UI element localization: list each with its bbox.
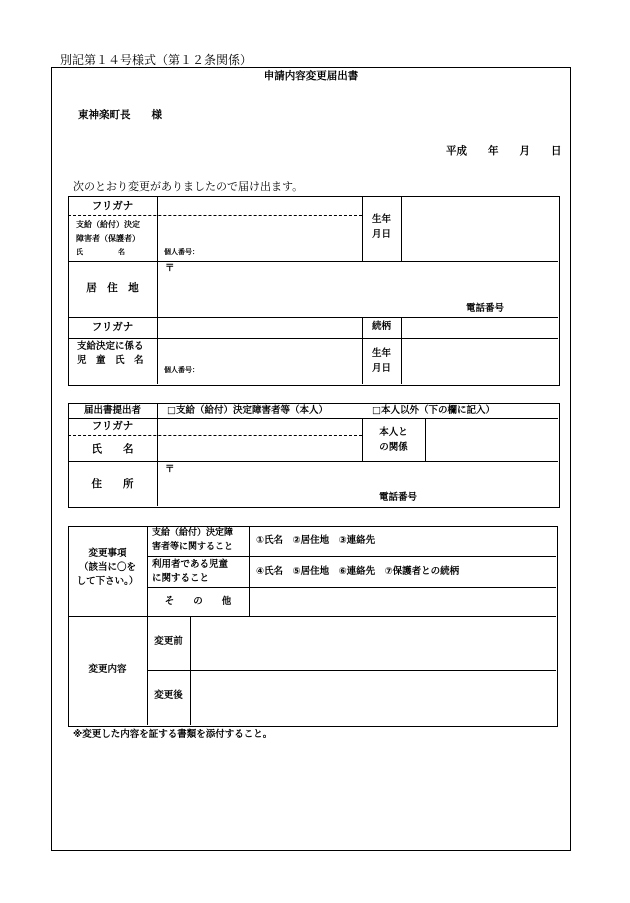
change-content-label: 変更内容 <box>88 664 127 675</box>
submitter-furigana-label: フリガナ <box>91 420 134 432</box>
change-items-label-line1: 変更事項 <box>88 548 127 559</box>
date-line: 平成 年 月 日 <box>446 145 562 157</box>
submitter-postal-mark: 〒 <box>165 464 175 475</box>
birth-label-line2: 月日 <box>371 229 391 240</box>
birth-label-line1: 生年 <box>371 214 391 225</box>
submitter-option-other[interactable]: □本人以外（下の欄に記入） <box>372 405 495 416</box>
submitter-phone-label: 電話番号 <box>379 492 418 503</box>
submitter-label: 届出書提出者 <box>83 405 141 416</box>
relation-to-self-line2: の関係 <box>379 442 408 453</box>
relation-label: 続柄 <box>371 321 391 332</box>
form-title: 申請内容変更届出書 <box>263 70 359 82</box>
intro-text: 次のとおり変更がありましたので届け出ます。 <box>73 180 304 193</box>
before-change-label: 変更前 <box>154 636 183 647</box>
child-personal-number-label: 個人番号： <box>164 366 199 374</box>
beneficiary-label-line2: 障害者（保護者） <box>76 234 140 243</box>
relation-to-self-line1: 本人と <box>379 427 408 438</box>
postal-mark: 〒 <box>165 263 175 274</box>
row2-label-line1: 利用者である児童 <box>152 559 229 570</box>
addressee: 東神楽町長 様 <box>78 109 162 121</box>
child-label-line1: 支給決定に係る <box>77 341 144 352</box>
child-birth-label-line2: 月日 <box>371 363 391 374</box>
row1-options[interactable]: ①氏名 ②居住地 ③連絡先 <box>256 535 376 546</box>
row1-label-line2: 害者等に関すること <box>152 542 234 552</box>
child-label-line2: 児 童 氏 名 <box>77 355 144 366</box>
row3-label: そ の 他 <box>164 596 232 607</box>
form-number: 別記第１４号様式（第１２条関係） <box>60 53 253 67</box>
row1-label-line1: 支給（給付）決定障 <box>152 528 234 538</box>
beneficiary-label-line1: 支給（給付）決定 <box>76 220 140 229</box>
personal-number-label: 個人番号： <box>164 248 199 256</box>
phone-label: 電話番号 <box>466 303 505 314</box>
submitter-address-label: 住 所 <box>91 478 134 490</box>
change-items-label-line3: して下さい。） <box>76 576 139 587</box>
footnote: ※変更した内容を証する書類を添付すること。 <box>73 729 273 740</box>
furigana-label: フリガナ <box>91 200 134 212</box>
after-change-label: 変更後 <box>154 690 183 701</box>
address-label: 居 住 地 <box>86 282 139 294</box>
name-label: 氏 名 <box>76 248 125 256</box>
submitter-option-self[interactable]: □支給（給付）決定障害者等（本人） <box>167 405 328 416</box>
child-furigana-label: フリガナ <box>91 321 134 333</box>
row2-options[interactable]: ④氏名 ⑤居住地 ⑥連絡先 ⑦保護者との続柄 <box>256 566 460 577</box>
child-birth-label-line1: 生年 <box>371 348 391 359</box>
row2-label-line2: に関すること <box>152 573 210 584</box>
submitter-name-label: 氏 名 <box>91 443 134 455</box>
change-items-label-line2: （該当に〇を <box>78 562 136 573</box>
